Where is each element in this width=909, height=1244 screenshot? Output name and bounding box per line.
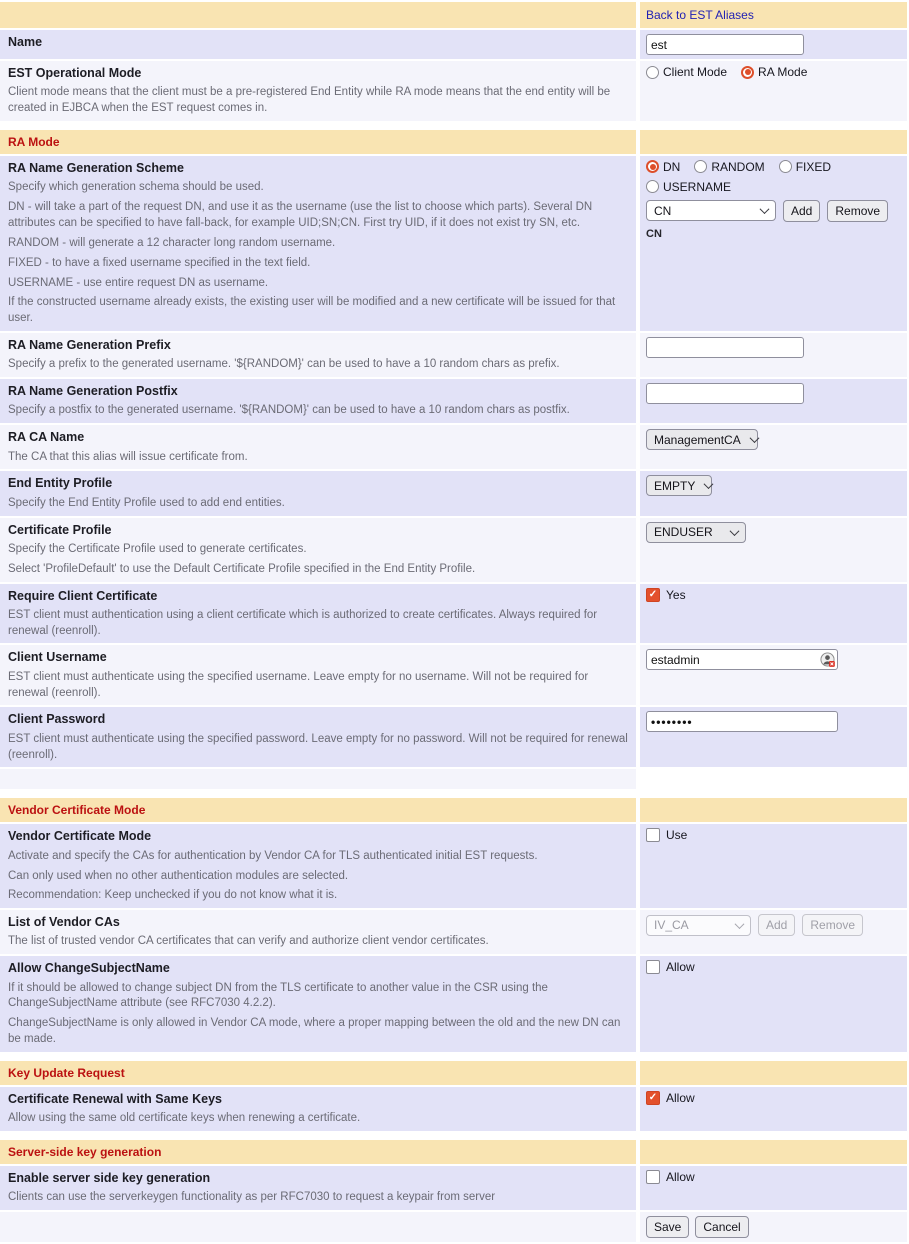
postfix-row	[0, 379, 907, 423]
reqcert-label: Require Client Certificate	[8, 588, 158, 603]
chevron-down-icon	[735, 919, 745, 929]
reqcert-checkbox-label: Yes	[666, 587, 686, 602]
back-to-est-aliases-link[interactable]: Back to EST Aliases	[646, 8, 754, 22]
change-subject-name-row	[0, 956, 907, 1052]
ra-ca-desc: The CA that this alias will issue certificate from.	[8, 450, 248, 463]
dn-part-select-value: CN	[654, 203, 672, 218]
postfix-input[interactable]	[646, 383, 804, 404]
password-desc: EST client must authenticate using the specified password. Leave empty for no password. Will not be required for renewal (reenroll).	[8, 732, 628, 761]
require-client-certificate-row	[0, 584, 907, 644]
radio-scheme-fixed[interactable]	[779, 160, 831, 174]
radio-scheme-fixed-circle[interactable]	[779, 160, 792, 173]
prefix-input[interactable]	[646, 337, 804, 358]
scheme-desc-2: DN - will take a part of the request DN, and use it as the username (use the list to choose which parts). Several DN attributes can be specified to have fall-back, for example UID;SN;CN. First try UID, if it does not exist try SN, etc.	[8, 201, 593, 229]
key-update-section-title: Key Update Request	[8, 1066, 125, 1081]
keygen-checkbox-label: Allow	[666, 1170, 695, 1185]
vendor-section-title: Vendor Certificate Mode	[8, 803, 146, 818]
radio-ra-mode-label: RA Mode	[758, 65, 808, 79]
ra-ca-name-row	[0, 425, 907, 469]
radio-ra-mode-circle[interactable]	[741, 66, 754, 79]
client-password-row	[0, 707, 907, 767]
chevron-down-icon	[760, 205, 770, 215]
radio-scheme-random-circle[interactable]	[694, 160, 707, 173]
radio-client-mode-label: Client Mode	[663, 65, 728, 79]
server-keygen-section-header	[0, 1140, 907, 1164]
certprofile-label: Certificate Profile	[8, 522, 112, 537]
actions-left-spacer	[0, 1212, 636, 1242]
certificate-profile-select[interactable]	[646, 522, 746, 543]
postfix-desc: Specify a postfix to the generated username. '${RANDOM}' can be used to have a 10 random chars as postfix.	[8, 404, 570, 417]
change-subject-checkbox-label: Allow	[666, 960, 695, 975]
ra-ca-select-value: ManagementCA	[654, 432, 741, 447]
ra-ca-label: RA CA Name	[8, 430, 85, 445]
top-header-right	[640, 2, 907, 28]
radio-scheme-username-label: USERNAME	[663, 179, 732, 194]
vendor-certificate-mode-checkbox[interactable]	[646, 828, 660, 842]
end-entity-profile-select-value: EMPTY	[654, 478, 696, 493]
operational-mode-row	[0, 61, 907, 121]
name-label: Name	[8, 35, 43, 49]
client-username-row	[0, 645, 907, 705]
selected-dn-parts: CN	[646, 227, 662, 240]
vendor-ca-add-button: Add	[758, 914, 795, 936]
scheme-desc-5: USERNAME - use entire request DN as username.	[8, 276, 269, 289]
client-password-input[interactable]	[646, 711, 838, 732]
save-button[interactable]: Save	[646, 1216, 689, 1238]
scheme-label: RA Name Generation Scheme	[8, 160, 184, 175]
server-keygen-section-header-right	[640, 1140, 907, 1164]
radio-scheme-random-label: RANDOM	[711, 159, 765, 174]
key-update-section-header	[0, 1061, 907, 1085]
vendor-mode-desc-3: Recommendation: Keep unchecked if you do not know what it is.	[8, 889, 338, 902]
name-generation-scheme-row	[0, 156, 907, 331]
dn-part-add-button[interactable]: Add	[783, 200, 820, 222]
eep-desc: Specify the End Entity Profile used to add end entities.	[8, 496, 285, 509]
ra-ca-select[interactable]	[646, 429, 758, 450]
certificate-profile-row	[0, 518, 907, 582]
ra-mode-section-header-right	[640, 130, 907, 154]
vendor-cas-desc: The list of trusted vendor CA certificates that can verify and authorize client vendor certificates.	[8, 935, 489, 948]
dn-part-select[interactable]	[646, 200, 776, 221]
certificate-profile-select-value: ENDUSER	[654, 525, 713, 540]
ra-mode-section-header	[0, 130, 907, 154]
change-subject-desc-2: ChangeSubjectName is only allowed in Vendor CA mode, where a proper mapping between the old and the new DN can be made.	[8, 1017, 621, 1046]
certificate-renewal-row	[0, 1087, 907, 1131]
operational-mode-label: EST Operational Mode	[8, 66, 142, 80]
vendor-ca-select	[646, 915, 751, 936]
operational-mode-desc: Client mode means that the client must be a pre-registered End Entity while RA mode means that the end entity will be created in EJBCA when the EST request comes in.	[8, 86, 611, 115]
chevron-down-icon	[730, 526, 740, 536]
prefix-desc: Specify a prefix to the generated username. '${RANDOM}' can be used to have a 10 random chars as prefix.	[8, 358, 560, 371]
radio-scheme-username[interactable]	[646, 180, 731, 194]
change-subject-label: Allow ChangeSubjectName	[8, 961, 170, 976]
vendor-mode-desc-1: Activate and specify the CAs for authentication by Vendor CA for TLS authenticated initial EST requests.	[8, 849, 538, 862]
name-input[interactable]	[646, 34, 804, 55]
vendor-ca-select-value: IV_CA	[654, 918, 689, 933]
reqcert-desc: EST client must authentication using a client certificate which is authorized to create certificates. Always required for renewal (reenroll).	[8, 608, 598, 637]
renewal-checkbox-label: Allow	[666, 1091, 695, 1106]
end-entity-profile-select[interactable]	[646, 475, 712, 496]
top-header-row	[0, 2, 907, 28]
user-x-icon	[820, 652, 835, 672]
username-label: Client Username	[8, 650, 107, 665]
radio-client-mode-circle[interactable]	[646, 66, 659, 79]
est-alias-config-page	[0, 2, 907, 1242]
radio-ra-mode[interactable]	[741, 65, 807, 79]
vendor-section-header	[0, 798, 907, 822]
server-keygen-checkbox[interactable]	[646, 1170, 660, 1184]
name-row	[0, 30, 907, 59]
scheme-desc-3: RANDOM - will generate a 12 character long random username.	[8, 236, 336, 249]
radio-scheme-dn[interactable]	[646, 160, 680, 174]
radio-scheme-username-circle[interactable]	[646, 180, 659, 193]
vendor-cas-row	[0, 910, 907, 954]
end-entity-profile-row	[0, 471, 907, 515]
certificate-renewal-checkbox[interactable]	[646, 1091, 660, 1105]
vendor-mode-checkbox-label: Use	[666, 828, 688, 843]
prefix-label: RA Name Generation Prefix	[8, 338, 171, 353]
cancel-button[interactable]: Cancel	[695, 1216, 748, 1238]
keygen-label: Enable server side key generation	[8, 1171, 211, 1186]
eep-label: End Entity Profile	[8, 476, 113, 491]
radio-client-mode[interactable]	[646, 65, 727, 79]
radio-scheme-dn-circle[interactable]	[646, 160, 659, 173]
ra-section-spacer-row	[0, 769, 907, 789]
password-label: Client Password	[8, 712, 106, 727]
radio-scheme-random[interactable]	[694, 160, 764, 174]
vendor-cas-label: List of Vendor CAs	[8, 915, 120, 930]
change-subject-name-checkbox[interactable]	[646, 960, 660, 974]
vendor-ca-remove-button: Remove	[802, 914, 863, 936]
renewal-label: Certificate Renewal with Same Keys	[8, 1092, 222, 1107]
spacer-right	[640, 769, 907, 789]
spacer-left	[0, 769, 636, 789]
ra-mode-section-title: RA Mode	[8, 134, 60, 149]
radio-scheme-fixed-label: FIXED	[795, 159, 832, 174]
scheme-desc-6: If the constructed username already exists, the existing user will be modified and a new certificate will be issued for that user.	[8, 296, 616, 325]
vendor-section-header-right	[640, 798, 907, 822]
prefix-row	[0, 333, 907, 377]
chevron-down-icon	[704, 480, 714, 490]
change-subject-desc-1: If it should be allowed to change subject DN from the TLS certificate to another value in the CSR using the ChangeSubjectName attribute (see RFC7030 4.2.2).	[8, 981, 548, 1010]
certprofile-desc-2: Select 'ProfileDefault' to use the Default Certificate Profile specified in the End Entity Profile.	[8, 562, 476, 575]
top-header-left-spacer	[0, 2, 636, 28]
vendor-mode-desc-2: Can only used when no other authentication modules are selected.	[8, 869, 349, 882]
server-keygen-section-title: Server-side key generation	[8, 1145, 162, 1160]
actions-row	[0, 1212, 907, 1242]
certprofile-desc-1: Specify the Certificate Profile used to generate certificates.	[8, 542, 307, 555]
scheme-desc-4: FIXED - to have a fixed username specified in the text field.	[8, 256, 311, 269]
server-keygen-row	[0, 1166, 907, 1210]
postfix-label: RA Name Generation Postfix	[8, 384, 178, 399]
radio-scheme-dn-label: DN	[663, 159, 681, 174]
renewal-desc: Allow using the same old certificate keys when renewing a certificate.	[8, 1112, 361, 1125]
scheme-desc-1: Specify which generation schema should be used.	[8, 181, 264, 194]
require-client-certificate-checkbox[interactable]	[646, 588, 660, 602]
vendor-mode-label: Vendor Certificate Mode	[8, 829, 152, 844]
key-update-section-header-right	[640, 1061, 907, 1085]
vendor-certificate-mode-row	[0, 824, 907, 908]
username-desc: EST client must authenticate using the specified username. Leave empty for no username. Will not be required for renewal (reenroll).	[8, 670, 589, 699]
chevron-down-icon	[749, 433, 759, 443]
client-username-input[interactable]	[646, 649, 838, 670]
keygen-desc: Clients can use the serverkeygen functionality as per RFC7030 to request a keypair from server	[8, 1191, 496, 1204]
dn-part-remove-button[interactable]: Remove	[827, 200, 888, 222]
